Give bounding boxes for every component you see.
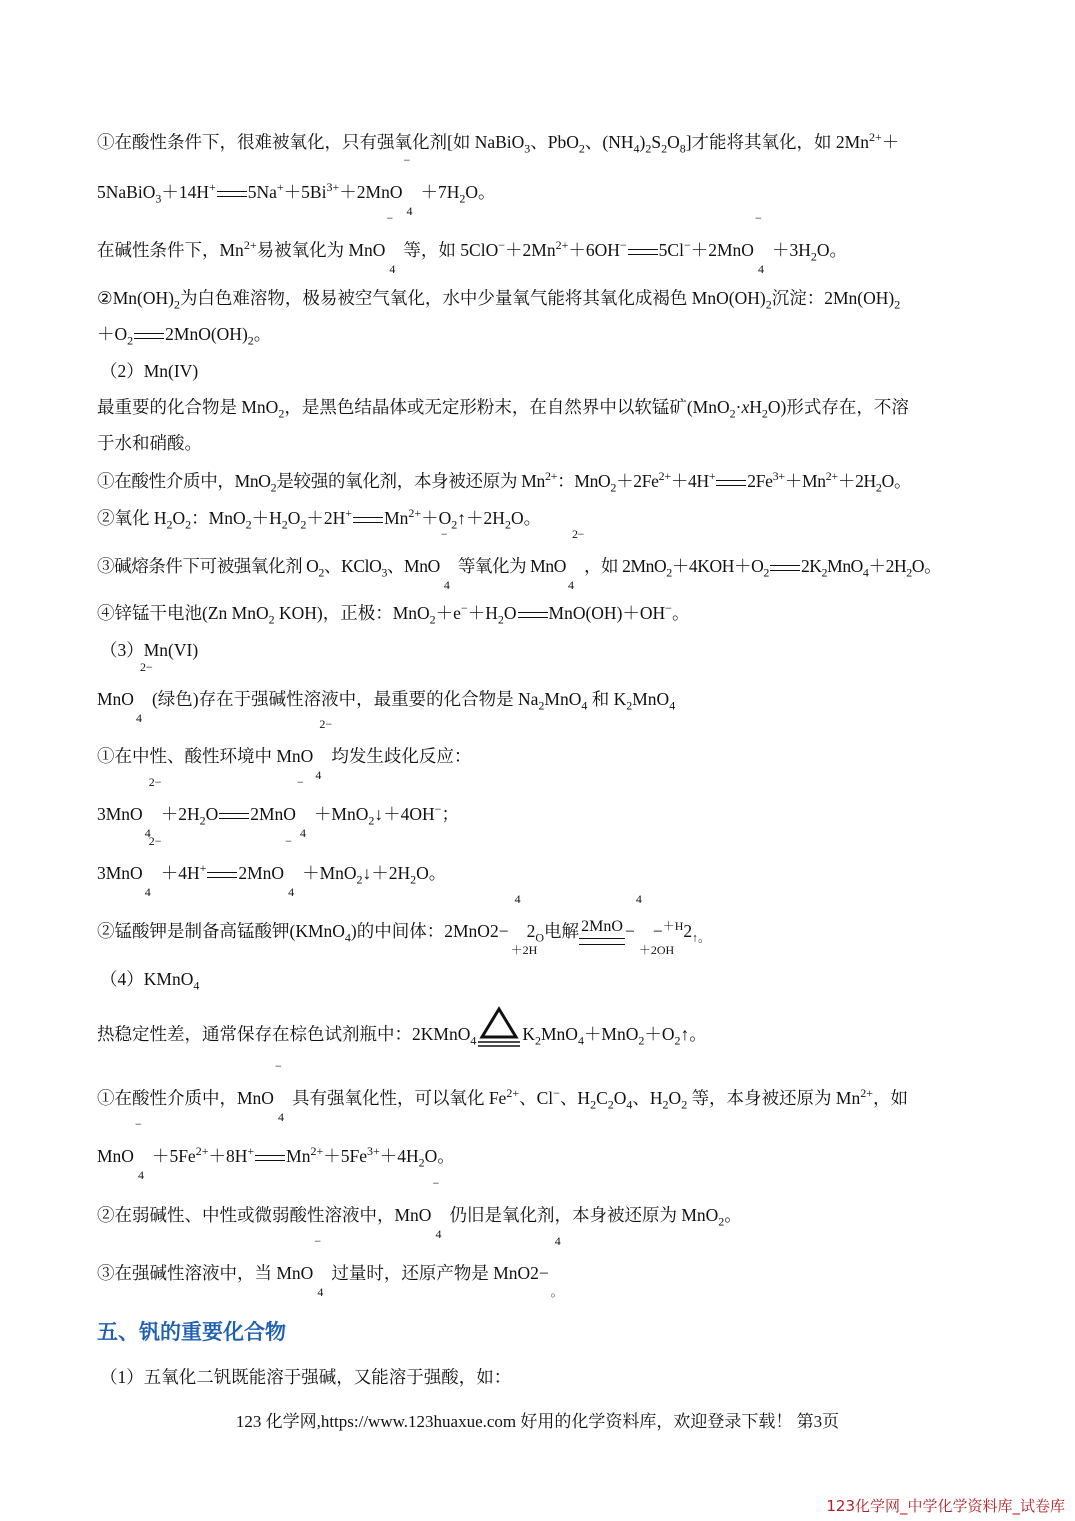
equals-sign [770,565,800,571]
text-line: ④锌锰干电池(Zn MnO$_2$ KOH)，正极：$MnO_2+e^-+H_2O$ MnO(OH)＋OH−。 [97,601,690,627]
page-footer: 123 化学网,https://www.123huaxue.com 好用的化学资料库，欢迎登录下载！ 第3页 [235,1412,840,1431]
equals-sign [217,191,247,197]
equals-sign [219,813,249,819]
ion-formula: ③在强碱性溶液中，当 MnO − 4 [97,1234,324,1299]
ion-formula: 易被氧化为 MnO − 4 [256,211,396,276]
ion-formula: 2− 4 ＋2H [489,892,538,957]
ion-formula: 2MnO − 4 [250,775,306,840]
text-line: ①在中性、酸性环境中 MnO 2− 4 均发生歧化反应： [97,717,472,782]
text-line: 3MnO 2− 4 ＋4H+ 2MnO − 4 $+MnO_2↓+2H_2O$。 [97,834,447,899]
equals-sign [255,1155,285,1161]
text-line: ①在酸性介质中，MnO$_2$是较强的氧化剂，本身被还原为 $Mn^{2+}$：$MnO_2+2Fe^{2+}+4H^+$ $2Fe^{3+}+Mn^{2+}+2H_2O$。 [97,469,912,495]
text-line: 热稳定性差，通常保存在棕色试剂瓶中：2KMnO$_4$ $K_2MnO_4+MnO_2+O_2↑$。 [97,1022,980,1048]
text-line: ①在酸性条件下，很难被氧化，只有强氧化剂[如 NaBiO$_3$、PbO$_2$、$(NH_4)_2S_2O_8$]才能将其氧化，如 $2Mn^{2+}+$ [97,130,900,156]
text-line: ②在弱碱性、中性或微弱酸性溶液中，MnO − 4 仍旧是氧化剂，本身被还原为 MnO$_2$。 [97,1176,742,1241]
text-line: 5NaBiO$_3$＋14H+ $5Na^++5Bi^{3+}+2MnO$ − 4 $+7H_2O$。 [97,153,496,218]
watermark-footer: 123化学网_中学化学资料库_试卷库 [826,1497,1065,1515]
text-line: （1）五氧化二钒既能溶于强碱，又能溶于强酸，如： [100,1367,512,1387]
ion-formula: 等氧化为 MnO 2− 4 [457,527,584,592]
text-line: $+O_2$ $2MnO(OH)_2$。 [97,324,272,348]
ion-formula: ＋2MnO − 4 [339,153,413,218]
ion-formula: 2MnO − 4 [238,834,295,899]
equals-sign [353,517,383,523]
text-line: ②氧化 $H_2O_2$：$MnO_2+H_2O_2+2H^+$ $Mn^{2+}+O_2↑+2H_2O$。 [97,506,542,532]
section-heading: （4）KMnO$_4$ [100,969,200,993]
heating-condition-icon [476,1024,522,1048]
section-heading: （3）Mn(VI) [100,640,199,660]
ion-formula: 3MnO 2− 4 [97,775,162,840]
equals-sign [134,333,164,339]
text-line: MnO 2− 4 (绿色)存在于强碱性溶液中，最重要的化合物是 $Na_2MnO_4$ 和 $K_2MnO_4$ [97,660,676,725]
equals-sign [716,480,746,486]
text-line: ③碱熔条件下可被强氧化剂 $O_2$、KClO$_3$、MnO − 4 等氧化为 MnO 2− 4 ，如 $2MnO_2+4KOH+O_2$ $2K_2MnO_4+2H_2O$。 [97,527,942,592]
equals-sign [518,612,548,618]
ion-formula: ＋2MnO − 4 [690,211,764,276]
ion-formula: ①在酸性介质中，MnO − 4 [97,1059,284,1124]
ion-formula: 、MnO − 4 [386,527,450,592]
text-line: ①在酸性介质中，MnO − 4 具有强氧化性，可以氧化 $Fe^{2+}$、Cl−、$H_2C_2O_4$、$H_2O_2$ 等，本身被还原为 $Mn^{2+}$，如 [97,1059,909,1124]
ion-formula: MnO − 4 [97,1117,144,1182]
equals-sign [207,872,237,878]
text-line: MnO − 4 $+5Fe^{2+}+8H^+$ $Mn^{2+}+5Fe^{3+}+4H_2O$。 [97,1117,455,1182]
ion-formula: 2− 4 。 [530,1234,563,1299]
text-line: ③在强碱性溶液中，当 MnO − 4 过量时，还原产物是 MnO2− 4 。 [97,1234,563,1299]
ion-formula: 3MnO 2− 4 [97,834,162,899]
text-line: ②锰酸钾是制备高锰酸钾(KMnO$_4$)的中间体：2MnO2− 4 ＋2H $2_O$电解 2MnO − 4 ＋2OH $-^{+H}2_{↑。}$ [97,892,711,957]
section-heading: （2）Mn(IV) [100,361,199,381]
equals-sign [628,249,658,255]
section-title: 五、钒的重要化合物 [97,1320,286,1344]
text-line: $②Mn(OH)_2$为白色难溶物，极易被空气氧化，水中少量氧气能将其氧化成褐色 $MnO(OH)_2$沉淀：$2Mn(OH)_2$ [97,288,901,312]
ion-formula: − 4 ＋2OH [625,892,675,957]
text-line: 最重要的化合物是 MnO$_2$，是黑色结晶体或无定形粉末，在自然界中以软锰矿$(MnO_2\cdot xH_2O)$形式存在，不溶 [97,397,909,421]
text-line: 3MnO 2− 4 $+2H_2O$ 2MnO − 4 ＋MnO$_2$↓＋4OH−； [97,775,459,840]
ion-formula: ①在中性、酸性环境中 MnO 2− 4 [97,717,333,782]
ion-formula: MnO 2− 4 [97,660,153,725]
ion-formula: ②在弱碱性、中性或微弱酸性溶液中，MnO − 4 [97,1176,442,1241]
text-line: 于水和硝酸。 [97,433,202,453]
text-line: 在碱性条件下，$Mn^{2+}$易被氧化为 MnO − 4 等，如 $5ClO^-+2Mn^{2+}+6OH^-$ 5Cl−＋2MnO − 4 $+3H_2O$。 [97,211,847,276]
